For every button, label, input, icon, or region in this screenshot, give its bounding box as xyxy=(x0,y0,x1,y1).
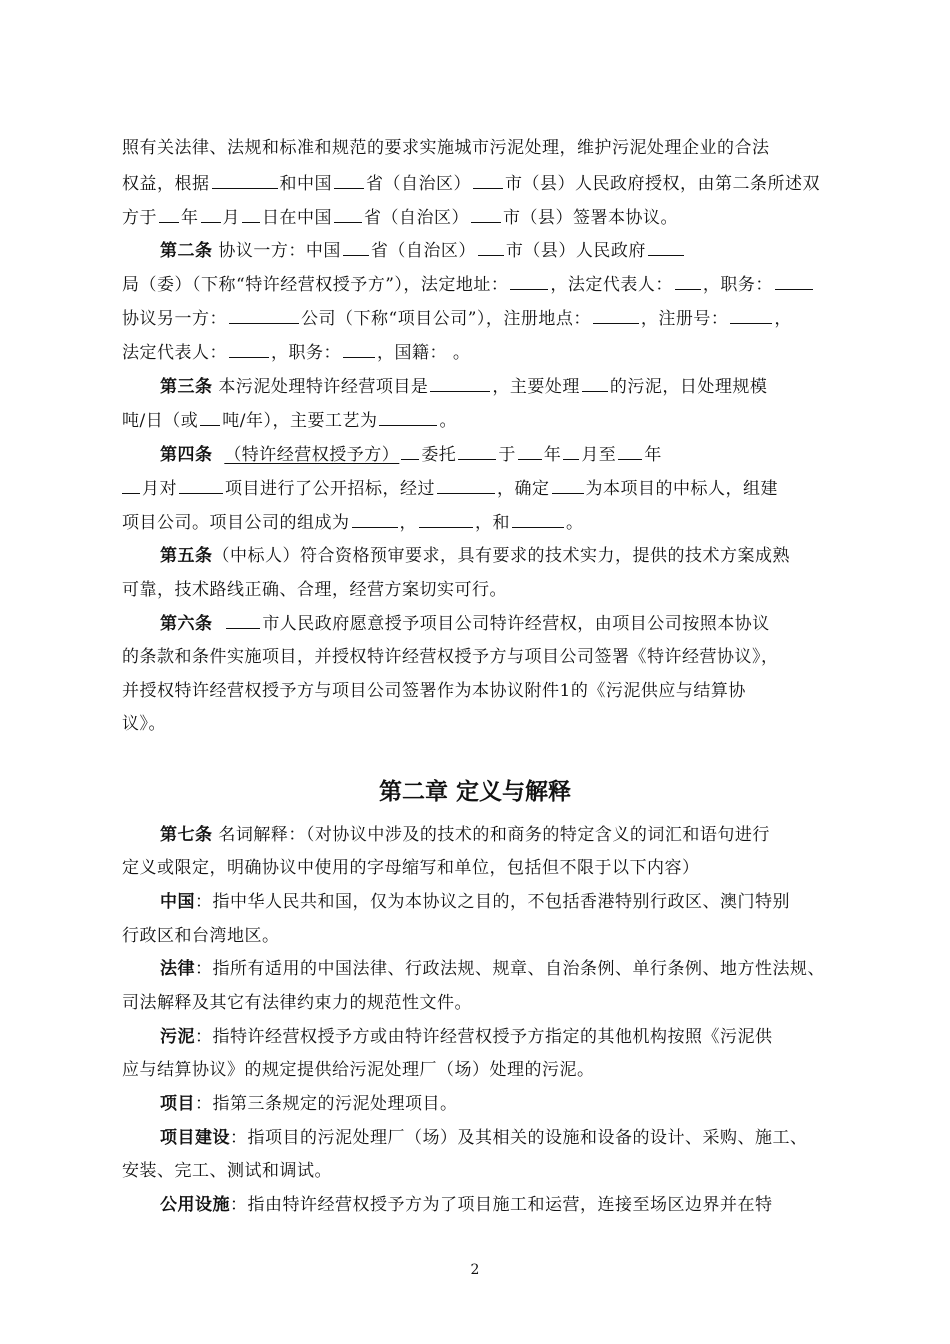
text-line: 局（委）（下称“特许经营权授予方”），法定地址： ，法定代表人： ，职务： xyxy=(122,273,815,295)
article-heading: 第六条 xyxy=(160,614,213,634)
blank-field xyxy=(343,239,369,256)
text-line: 第二条 协议一方：中国 省（自治区） 市（县）人民政府 xyxy=(160,239,686,261)
blank-field xyxy=(343,341,375,358)
blank-field xyxy=(552,477,584,494)
blank-field xyxy=(229,307,299,324)
blank-field xyxy=(518,443,542,460)
blank-field xyxy=(379,409,437,426)
article-heading: 第四条 xyxy=(160,445,213,465)
text-line: 第七条 名词解释：（对协议中涉及的技术的和商务的特定含义的词汇和语句进行 xyxy=(160,825,770,845)
text-line: 权益，根据 和中国 省（自治区） 市（县）人民政府授权，由第二条所述双 xyxy=(122,174,820,194)
text-line: 议》。 xyxy=(122,714,166,734)
text-line: 并授权特许经营权授予方与项目公司签署作为本协议附件1的《污泥供应与结算协 xyxy=(122,681,746,701)
text-line: 项目建设：指项目的污泥处理厂（场）及其相关的设施和设备的设计、采购、施工、 xyxy=(160,1128,808,1148)
blank-field xyxy=(512,511,564,528)
blank-field xyxy=(242,206,260,223)
term-heading: 法律 xyxy=(160,959,195,979)
blank-field xyxy=(334,172,364,189)
term-heading: 项目建设 xyxy=(160,1128,230,1148)
blank-field xyxy=(229,341,269,358)
text-line: 可靠，技术路线正确、合理，经营方案切实可行。 xyxy=(122,580,507,600)
chapter-heading: 第二章 定义与解释 xyxy=(378,778,571,805)
blank-field xyxy=(593,307,639,324)
blank-field xyxy=(159,206,179,223)
blank-field xyxy=(563,443,579,460)
blank-field xyxy=(179,477,223,494)
blank-field xyxy=(334,206,362,223)
blank-field xyxy=(437,477,495,494)
text-line: 第六条 市人民政府愿意授予项目公司特许经营权，由项目公司按照本协议 xyxy=(160,614,770,634)
text-line: 安装、完工、测试和调试。 xyxy=(122,1161,332,1181)
text-line: 定义或限定，明确协议中使用的字母缩写和单位，包括但不限于以下内容） xyxy=(122,858,700,878)
text-line: 项目公司。项目公司的组成为 ， ，和 。 xyxy=(122,513,584,533)
blank-field xyxy=(200,409,220,426)
blank-field xyxy=(122,477,140,494)
text-line: 的条款和条件实施项目，并授权特许经营权授予方与项目公司签署《特许经营协议》， xyxy=(122,647,779,667)
blank-field xyxy=(473,172,503,189)
text-line: 第五条（中标人）符合资格预审要求，具有要求的技术实力，提供的技术方案成熟 xyxy=(160,546,790,566)
term-heading: 污泥 xyxy=(160,1027,195,1047)
term-heading: 项目 xyxy=(160,1094,195,1114)
blank-field xyxy=(478,239,504,256)
blank-field xyxy=(775,273,813,290)
article-heading: 第七条 xyxy=(160,825,213,845)
text-line: 协议另一方： 公司（下称“项目公司”），注册地点： ，注册号： ， xyxy=(122,309,792,329)
blank-field xyxy=(730,307,772,324)
blank-field xyxy=(401,443,419,460)
blank-field xyxy=(201,206,221,223)
text-line: 应与结算协议》的规定提供给污泥处理厂（场）处理的污泥。 xyxy=(122,1060,595,1080)
blank-field xyxy=(419,511,473,528)
text-line: 第三条 本污泥处理特许经营项目是 ，主要处理 的污泥，日处理规模 xyxy=(160,377,768,397)
blank-field xyxy=(618,443,642,460)
blank-field xyxy=(471,206,501,223)
blank-field xyxy=(582,375,608,392)
text-line: 公用设施：指由特许经营权授予方为了项目施工和运营，连接至场区边界并在特 xyxy=(160,1195,773,1215)
term-heading: 中国 xyxy=(160,892,195,912)
blank-field xyxy=(648,239,684,256)
text-line: 法定代表人： ，职务： ，国籍： 。 xyxy=(122,343,471,363)
article-heading: 第五条 xyxy=(160,546,213,566)
blank-field xyxy=(430,375,490,392)
text-line: 月对 项目进行了公开招标，经过 ，确定 为本项目的中标人，组建 xyxy=(122,477,778,499)
text-line: 项目：指第三条规定的污泥处理项目。 xyxy=(160,1094,458,1114)
blank-field xyxy=(510,273,548,290)
text-line: 吨/日（或 吨/年），主要工艺为 。 xyxy=(122,411,457,431)
blank-field xyxy=(675,273,701,290)
text-line: 行政区和台湾地区。 xyxy=(122,926,280,946)
text-line: 法律：指所有适用的中国法律、行政法规、规章、自治条例、单行条例、地方性法规、 xyxy=(160,959,825,979)
page-number: 2 xyxy=(470,1262,480,1278)
blank-field xyxy=(212,172,278,189)
text-line: 第四条 （特许经营权授予方） 委托 于 年 月至 年 xyxy=(160,445,662,465)
blank-field xyxy=(226,612,260,629)
text-line: 中国：指中华人民共和国，仅为本协议之目的，不包括香港特别行政区、澳门特别 xyxy=(160,892,790,912)
text-line: 污泥：指特许经营权授予方或由特许经营权授予方指定的其他机构按照《污泥供 xyxy=(160,1027,773,1047)
blank-field xyxy=(352,511,398,528)
term-heading: 公用设施 xyxy=(160,1195,230,1215)
article-heading: 第二条 xyxy=(160,241,213,261)
blank-field xyxy=(458,443,496,460)
article-heading: 第三条 xyxy=(160,377,213,397)
text-line: 方于 年 月 日在中国 省（自治区） 市（县）签署本协议。 xyxy=(122,208,678,228)
text-line: 司法解释及其它有法律约束力的规范性文件。 xyxy=(122,993,472,1013)
text-line: 照有关法律、法规和标准和规范的要求实施城市污泥处理，维护污泥处理企业的合法 xyxy=(122,138,770,158)
